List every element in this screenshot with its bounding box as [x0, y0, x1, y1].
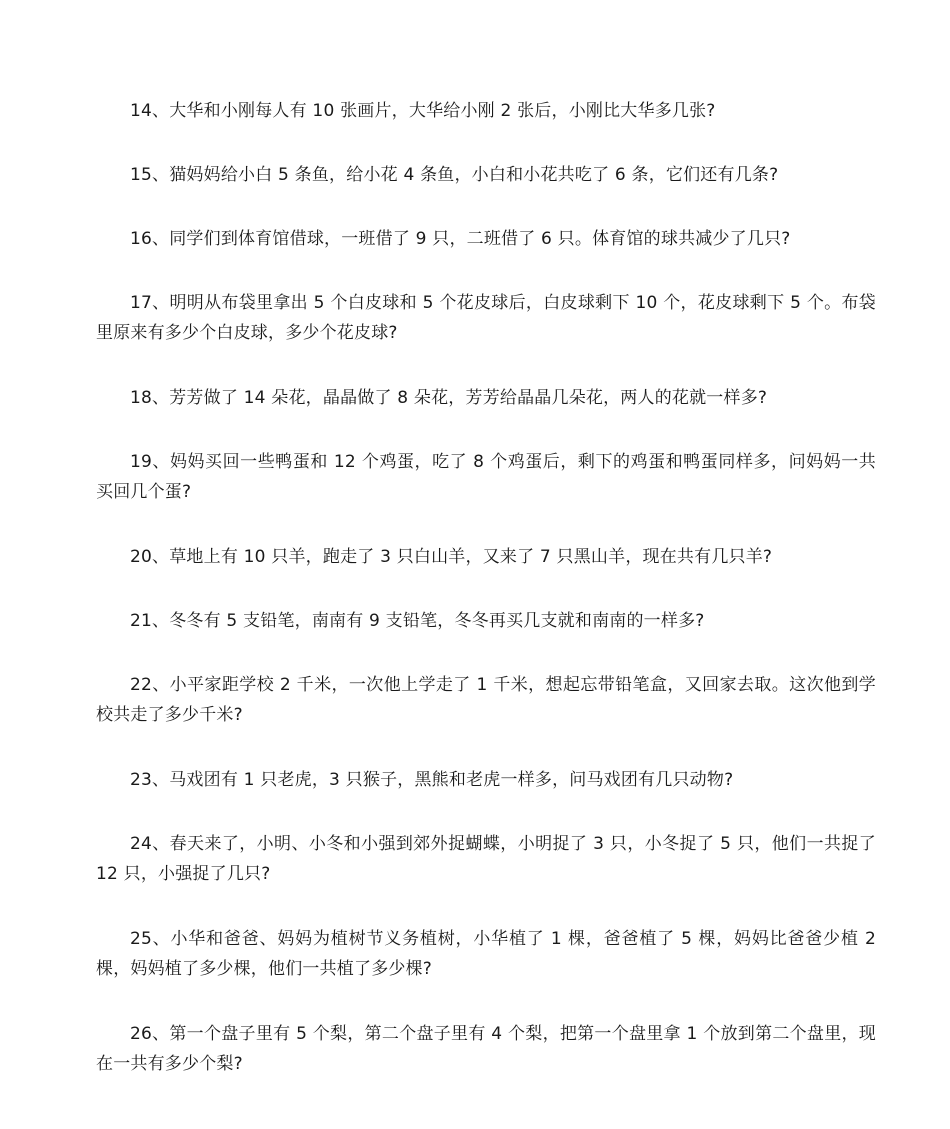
problem-18: 18、芳芳做了 14 朵花，晶晶做了 8 朵花，芳芳给晶晶几朵花，两人的花就一样多? — [130, 388, 768, 408]
problem-23: 23、马戏团有 1 只老虎，3 只猴子，黑熊和老虎一样多，问马戏团有几只动物? — [130, 770, 734, 790]
problem-19: 19、妈妈买回一些鸭蛋和 12 个鸡蛋，吃了 8 个鸡蛋后，剩下的鸡蛋和鸭蛋同样多，问妈妈一共买回几个蛋? — [96, 452, 876, 502]
problem-20: 20、草地上有 10 只羊，跑走了 3 只白山羊，又来了 7 只黑山羊，现在共有几只羊? — [130, 547, 773, 567]
problem-17: 17、明明从布袋里拿出 5 个白皮球和 5 个花皮球后，白皮球剩下 10 个，花皮球剩下 5 个。布袋里原来有多少个白皮球，多少个花皮球? — [96, 293, 876, 343]
problem-list — [96, 96, 876, 1114]
problem-26: 26、第一个盘子里有 5 个梨，第二个盘子里有 4 个梨，把第一个盘里拿 1 个放到第二个盘里，现在一共有多少个梨? — [96, 1024, 876, 1074]
problem-25: 25、小华和爸爸、妈妈为植树节义务植树，小华植了 1 棵，爸爸植了 5 棵，妈妈比爸爸少植 2 棵，妈妈植了多少棵，他们一共植了多少棵? — [96, 929, 876, 979]
problem-14: 14、大华和小刚每人有 10 张画片，大华给小刚 2 张后，小刚比大华多几张? — [130, 101, 716, 121]
problem-16: 16、同学们到体育馆借球，一班借了 9 只，二班借了 6 只。体育馆的球共减少了几只? — [130, 229, 791, 249]
problem-15: 15、猫妈妈给小白 5 条鱼，给小花 4 条鱼，小白和小花共吃了 6 条，它们还有几条? — [130, 165, 779, 185]
problem-24: 24、春天来了，小明、小冬和小强到郊外捉蝴蝶，小明捉了 3 只，小冬捉了 5 只，他们一共捉了 12 只，小强捉了几只? — [96, 834, 876, 884]
problem-22: 22、小平家距学校 2 千米，一次他上学走了 1 千米，想起忘带铅笔盒，又回家去取。这次他到学校共走了多少千米? — [96, 675, 876, 725]
problem-21: 21、冬冬有 5 支铅笔，南南有 9 支铅笔，冬冬再买几支就和南南的一样多? — [130, 611, 705, 631]
